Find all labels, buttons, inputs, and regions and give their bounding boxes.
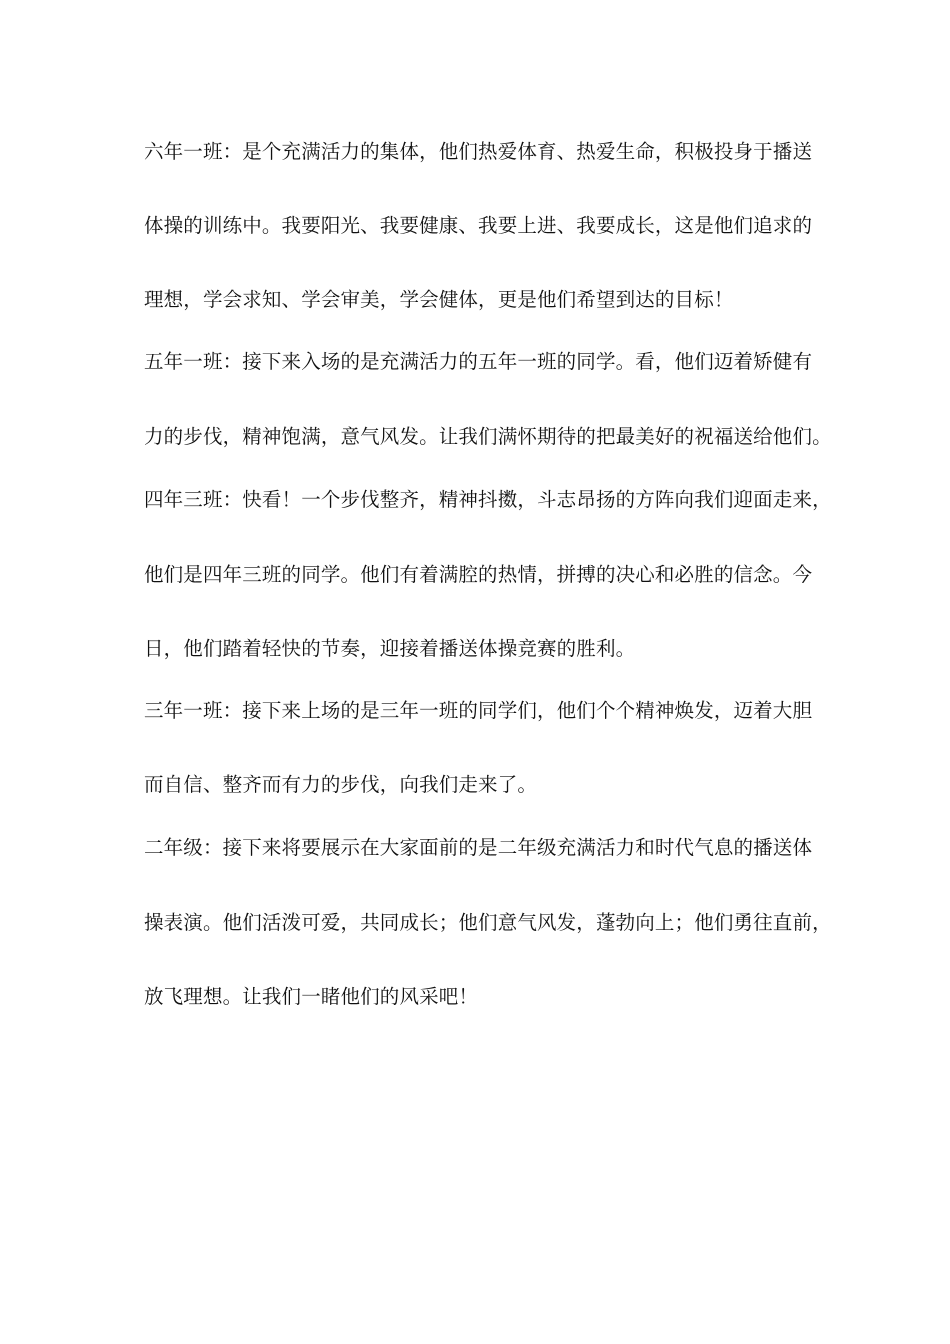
text-line: 放飞理想。让我们一睹他们的风采吧！: [144, 985, 479, 1008]
text-line: 体操的训练中。我要阳光、我要健康、我要上进、我要成长，这是他们追求的: [144, 214, 813, 237]
text-line: 日，他们踏着轻快的节奏，迎接着播送体操竞赛的胜利。: [144, 637, 636, 660]
text-line: 五年一班：接下来入场的是充满活力的五年一班的同学。看，他们迈着矫健有: [144, 350, 813, 373]
text-line: 操表演。他们活泼可爱，共同成长；他们意气风发，蓬勃向上；他们勇往直前，: [144, 911, 832, 934]
text-line: 力的步伐，精神饱满，意气风发。让我们满怀期待的把最美好的祝福送给他们。: [144, 425, 832, 448]
text-line: 六年一班：是个充满活力的集体，他们热爱体育、热爱生命，积极投身于播送: [144, 140, 813, 163]
text-line: 他们是四年三班的同学。他们有着满腔的热情，拼搏的决心和必胜的信念。今: [144, 563, 813, 586]
text-line: 二年级：接下来将要展示在大家面前的是二年级充满活力和时代气息的播送体: [144, 836, 813, 859]
text-line: 三年一班：接下来上场的是三年一班的同学们，他们个个精神焕发，迈着大胆: [144, 699, 813, 722]
text-line: 四年三班：快看！一个步伐整齐，精神抖擞，斗志昂扬的方阵向我们迎面走来，: [144, 488, 832, 511]
text-line: 而自信、整齐而有力的步伐，向我们走来了。: [144, 773, 538, 796]
text-line: 理想，学会求知、学会审美，学会健体，更是他们希望到达的目标！: [144, 288, 734, 311]
